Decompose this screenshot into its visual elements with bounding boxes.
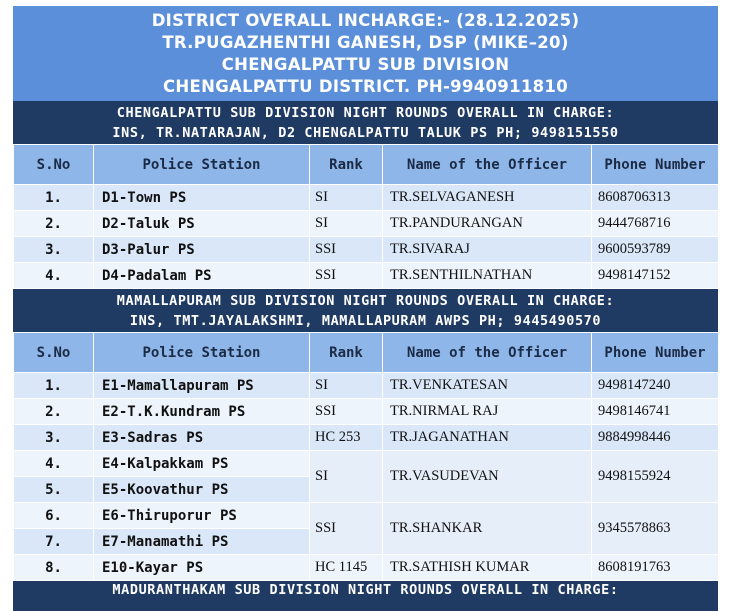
banner-line-1: DISTRICT OVERALL INCHARGE:- (28.12.2025) [151, 11, 580, 30]
header-rank: Rank [310, 145, 383, 185]
cell-officer: TR.VENKATESAN [383, 373, 592, 399]
cell-sno: 2. [14, 211, 94, 237]
header-rank: Rank [310, 333, 383, 373]
header-sno: S.No [14, 333, 94, 373]
section-1-line-1: CHENGALPATTU SUB DIVISION NIGHT ROUNDS OVERALL IN CHARGE: [116, 105, 615, 121]
header-station: Police Station [94, 145, 310, 185]
table-header-row [14, 333, 719, 373]
cell-phone-merged: 9498155924 [592, 451, 719, 503]
cell-sno: 5. [14, 477, 94, 503]
cell-station: E2-T.K.Kundram PS [94, 399, 310, 425]
cell-officer: TR.SELVAGANESH [383, 185, 592, 211]
cell-station: D1-Town PS [94, 185, 310, 211]
cell-rank: SI [310, 373, 383, 399]
cell-sno: 6. [14, 503, 94, 529]
cell-rank: SI [310, 185, 383, 211]
section-2-heading [13, 289, 718, 332]
header-phone: Phone Number [592, 145, 719, 185]
section-3-heading-partial [13, 581, 718, 611]
cell-phone: 9498147152 [592, 263, 719, 289]
table-row [14, 237, 719, 263]
table-row [14, 555, 719, 581]
cell-station: E4-Kalpakkam PS [94, 451, 310, 477]
banner-line-3: CHENGALPATTU SUB DIVISION [221, 55, 510, 74]
cell-phone-merged: 9345578863 [592, 503, 719, 555]
cell-sno: 3. [14, 237, 94, 263]
table-row [14, 399, 719, 425]
cell-station: E7-Manamathi PS [94, 529, 310, 555]
banner-line-2: TR.PUGAZHENTHI GANESH, DSP (MIKE–20) [162, 33, 569, 52]
cell-officer-merged: TR.VASUDEVAN [383, 451, 592, 503]
cell-officer: TR.JAGANATHAN [383, 425, 592, 451]
table-row [14, 211, 719, 237]
district-banner [13, 6, 718, 101]
cell-rank: SI [310, 211, 383, 237]
table-row [14, 185, 719, 211]
cell-rank: HC 253 [310, 425, 383, 451]
section-1-table [13, 144, 719, 289]
cell-officer: TR.SIVARAJ [383, 237, 592, 263]
cell-sno: 3. [14, 425, 94, 451]
cell-station: E5-Koovathur PS [94, 477, 310, 503]
header-officer: Name of the Officer [383, 145, 592, 185]
header-phone: Phone Number [592, 333, 719, 373]
cell-officer: TR.PANDURANGAN [383, 211, 592, 237]
cell-rank-merged: SI [310, 451, 383, 503]
duty-roster-sheet [13, 6, 718, 611]
section-2-line-1: MAMALLAPURAM SUB DIVISION NIGHT ROUNDS OVERALL IN CHARGE: [116, 293, 615, 309]
cell-officer: TR.NIRMAL RAJ [383, 399, 592, 425]
table-row [14, 425, 719, 451]
section-3-line-1: MADURANTHAKAM SUB DIVISION NIGHT ROUNDS OVERALL IN CHARGE: [112, 582, 619, 598]
table-header-row [14, 145, 719, 185]
cell-station: D3-Palur PS [94, 237, 310, 263]
cell-sno: 8. [14, 555, 94, 581]
cell-officer: TR.SENTHILNATHAN [383, 263, 592, 289]
cell-sno: 4. [14, 451, 94, 477]
header-officer: Name of the Officer [383, 333, 592, 373]
cell-phone: 9498146741 [592, 399, 719, 425]
table-row [14, 451, 719, 477]
cell-rank: SSI [310, 237, 383, 263]
cell-rank: SSI [310, 399, 383, 425]
section-2-line-2: INS, TMT.JAYALAKSHMI, MAMALLAPURAM AWPS PH; 9445490570 [129, 313, 602, 329]
cell-station: D4-Padalam PS [94, 263, 310, 289]
table-row [14, 503, 719, 529]
cell-station: D2-Taluk PS [94, 211, 310, 237]
cell-phone: 8608706313 [592, 185, 719, 211]
cell-rank-merged: SSI [310, 503, 383, 555]
cell-sno: 4. [14, 263, 94, 289]
cell-phone: 8608191763 [592, 555, 719, 581]
cell-phone: 9498147240 [592, 373, 719, 399]
cell-rank: SSI [310, 263, 383, 289]
section-2-table [13, 332, 719, 581]
cell-officer: TR.SATHISH KUMAR [383, 555, 592, 581]
cell-rank: HC 1145 [310, 555, 383, 581]
header-sno: S.No [14, 145, 94, 185]
table-row [14, 373, 719, 399]
table-row [14, 263, 719, 289]
cell-phone: 9444768716 [592, 211, 719, 237]
section-1-line-2: INS, TR.NATARAJAN, D2 CHENGALPATTU TALUK PS PH; 9498151550 [112, 125, 619, 141]
cell-sno: 7. [14, 529, 94, 555]
header-station: Police Station [94, 333, 310, 373]
cell-station: E3-Sadras PS [94, 425, 310, 451]
cell-sno: 1. [14, 373, 94, 399]
cell-station: E10-Kayar PS [94, 555, 310, 581]
section-1-heading [13, 101, 718, 144]
cell-station: E6-Thiruporur PS [94, 503, 310, 529]
cell-officer-merged: TR.SHANKAR [383, 503, 592, 555]
cell-sno: 2. [14, 399, 94, 425]
banner-line-4: CHENGALPATTU DISTRICT. PH-9940911810 [163, 77, 568, 96]
cell-phone: 9884998446 [592, 425, 719, 451]
cell-phone: 9600593789 [592, 237, 719, 263]
cell-sno: 1. [14, 185, 94, 211]
cell-station: E1-Mamallapuram PS [94, 373, 310, 399]
